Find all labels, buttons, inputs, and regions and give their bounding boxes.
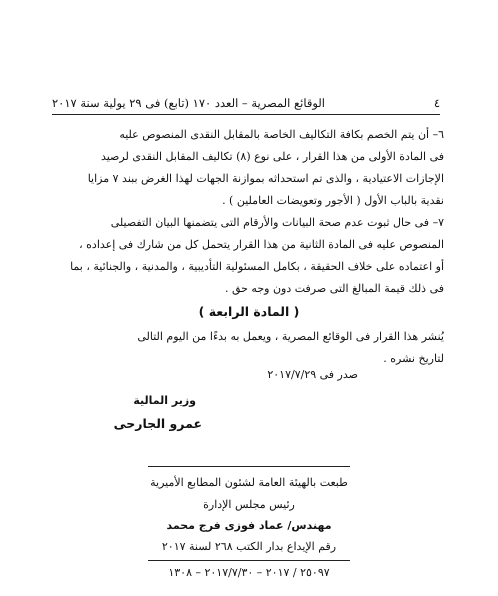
- header-rule: [52, 114, 440, 115]
- body-line: يُنشر هذا القرار فى الوقائع المصرية ، ويعمل به بدءًا من اليوم التالى: [137, 330, 444, 343]
- body-line: فى المادة الأولى من هذا القرار ، على نوع (٨) تكاليف المقابل النقدى لرصيد: [100, 150, 444, 163]
- print-code: ٢٥٠٩٧ / ٢٠١٧ – ٢٠١٧/٧/٣٠ – ١٣٠٨: [168, 566, 330, 579]
- page-number: ٤: [433, 96, 440, 110]
- minister-title: وزير المالية: [133, 394, 196, 407]
- printer-line: طبعت بالهيئة العامة لشئون المطابع الأميرية: [150, 476, 348, 489]
- body-line: المنصوص عليه فى المادة الثانية من هذا القرار يتحمل كل من شارك فى إعداده ،: [79, 238, 444, 251]
- body-line: ٧– فى حال ثبوت عدم صحة البيانات والأرقام التى يتضمنها البيان التفصيلى: [110, 216, 444, 229]
- body-line: نقدية بالباب الأول ( الأجور وتعويضات العاملين ) .: [222, 194, 444, 207]
- body-line: أو اعتماده على خلاف الحقيقة ، بكامل المسئولية التأديبية ، والمدنية ، والجنائية ، بما: [70, 260, 444, 273]
- board-title: رئيس مجلس الإدارة: [203, 498, 295, 511]
- article4-text: [48, 326, 444, 370]
- imprint-rule-bottom: [148, 560, 350, 561]
- page-header: [52, 96, 440, 110]
- deposit-number: رقم الإيداع بدار الكتب ٢٦٨ لسنة ٢٠١٧: [161, 540, 337, 553]
- body-line: لتاريخ نشره .: [383, 352, 444, 365]
- body-line: ٦– أن يتم الخصم بكافة التكاليف الخاصة بالمقابل النقدى المنصوص عليه: [119, 128, 444, 141]
- minister-name: عمرو الجارحى: [113, 416, 202, 431]
- body-paragraphs: [48, 124, 444, 300]
- running-title: الوقائع المصرية – العدد ١٧٠ (تابع) فى ٢٩ يولية سنة ٢٠١٧: [52, 96, 325, 110]
- body-line: فى ذلك قيمة المبالغ التى صرفت دون وجه حق .: [224, 282, 444, 295]
- article-heading: ( المادة الرابعة ): [198, 304, 300, 319]
- issue-date: صدر فى ٢٠١٧/٧/٢٩: [267, 368, 358, 381]
- body-line: الإجازات الاعتيادية ، والذى تم استحداثه بموازنة الجهات لهذا الغرض ببند ٧ مزايا: [87, 172, 444, 185]
- imprint-rule-top: [148, 466, 350, 467]
- chairman-name: مهندس/ عماد فوزى فرج محمد: [166, 519, 332, 532]
